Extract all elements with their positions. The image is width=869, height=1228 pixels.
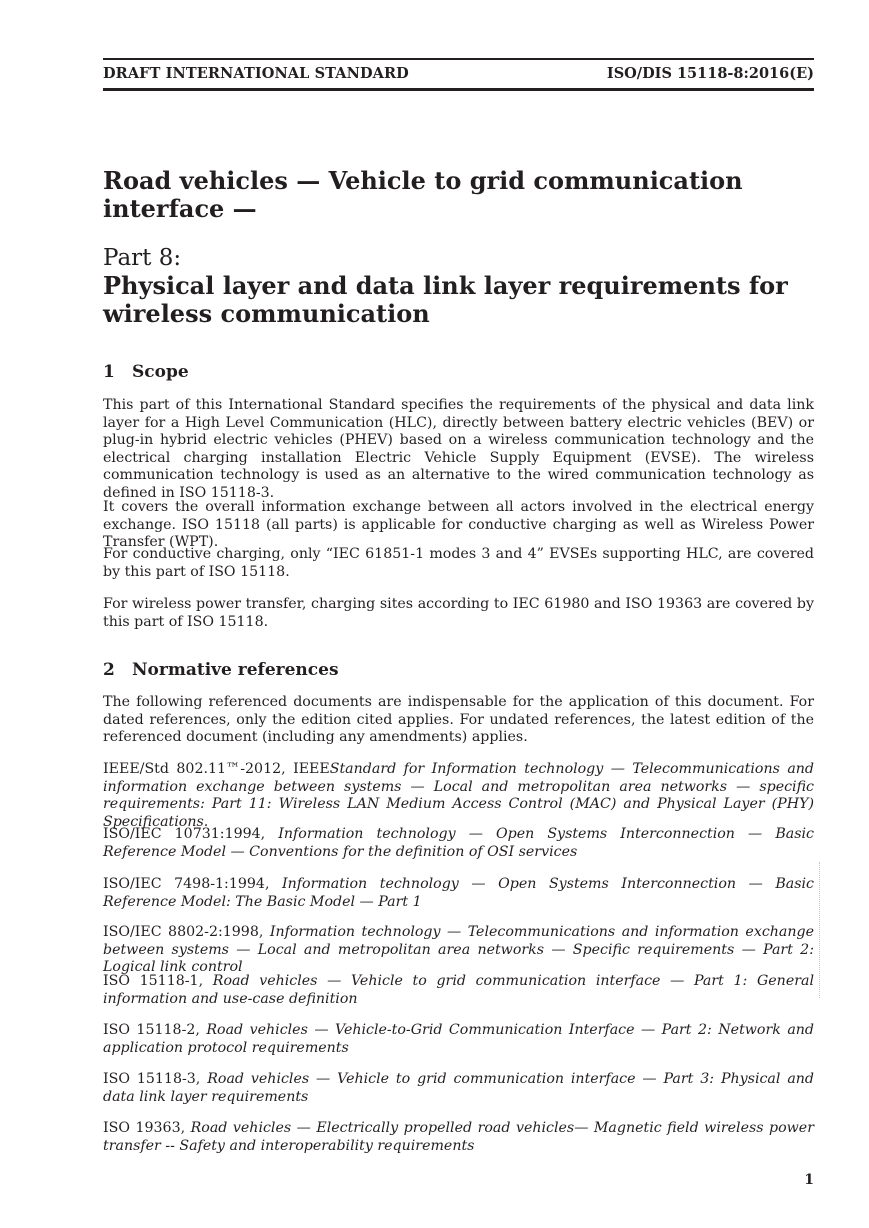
reference-id: ISO 19363, xyxy=(103,1120,191,1136)
scope-paragraph-1: This part of this International Standard specifies the requirements of the physical and data link layer for a High Level Communication (HLC), directly between battery electric vehicles (BEV) or plug-in hybrid electric vehicles (PHEV) based on a wireless communication technology and the electrical charging installation Electric Vehicle Supply Equipment (EVSE). The wireless communication technology is used as an alternative to the wired communication technology as defined in ISO 15118-3. xyxy=(103,397,814,501)
reference-title: Standard for Information technology — Telecommunications and information exchange between systems — Local and metropolitan area networks — specific requirements: Part 11: Wireless LAN Medium Access Control (MAC) and Physical Layer (PHY) Specifications. xyxy=(103,761,814,830)
main-title xyxy=(103,167,814,223)
running-header xyxy=(103,58,814,91)
reference-item xyxy=(103,924,814,977)
reference-item xyxy=(103,761,814,831)
part-title-line2: wireless communication xyxy=(103,299,430,328)
scope-paragraph-2: It covers the overall information exchange between all actors involved in the electrical energy exchange. ISO 15118 (all parts) is applicable for conductive charging as well as Wireless Power Transfer (WPT). xyxy=(103,499,814,550)
reference-item xyxy=(103,1022,814,1057)
reference-item xyxy=(103,826,814,861)
main-title-line2: interface — xyxy=(103,194,257,223)
reference-title: Information technology — Telecommunications and information exchange between systems — Local and metropolitan area networks — Specific requirements — Part 2: Logical link control xyxy=(103,924,814,975)
reference-title: Road vehicles — Electrically propelled road vehicles— Magnetic field wireless power transfer -- Safety and interoperability requirements xyxy=(103,1120,814,1154)
margin-watermark-dots xyxy=(819,862,822,998)
reference-title: Road vehicles — Vehicle to grid communication interface — Part 3: Physical and data link layer requirements xyxy=(103,1071,814,1105)
reference-item xyxy=(103,1071,814,1106)
reference-item xyxy=(103,973,814,1008)
reference-id: ISO/IEC 8802-2:1998, xyxy=(103,924,270,940)
header-doc-id: ISO/DIS 15118-8:2016(E) xyxy=(606,65,814,82)
part-number: Part 8: xyxy=(103,245,182,271)
page-number: 1 xyxy=(804,1172,814,1188)
section-heading-scope xyxy=(103,361,189,383)
section-title: Normative references xyxy=(132,660,339,680)
reference-id: ISO/IEC 10731:1994, xyxy=(103,826,279,842)
references-intro: The following referenced documents are indispensable for the application of this document. For dated references, only the edition cited applies. For undated references, the latest edition of the referenced document (including any amendments) applies. xyxy=(103,694,814,745)
reference-title: Information technology — Open Systems Interconnection — Basic Reference Model: The Basic Model — Part 1 xyxy=(103,876,814,910)
reference-id: ISO 15118-2, xyxy=(103,1022,207,1038)
reference-item xyxy=(103,1120,814,1155)
reference-title: Information technology — Open Systems Interconnection — Basic Reference Model — Conventions for the definition of OSI services xyxy=(103,826,814,860)
reference-id: ISO 15118-1, xyxy=(103,973,213,989)
reference-id: IEEE/Std 802.11™-2012, IEEE xyxy=(103,761,330,777)
reference-title: Road vehicles — Vehicle to grid communication interface — Part 1: General information and use-case definition xyxy=(103,973,814,1007)
section-heading-normative-references xyxy=(103,659,339,681)
section-title: Scope xyxy=(132,362,189,382)
main-title-line1: Road vehicles — Vehicle to grid communication xyxy=(103,166,743,195)
section-number: 1 xyxy=(103,362,115,382)
part-title xyxy=(103,272,814,328)
part-title-line1: Physical layer and data link layer requirements for xyxy=(103,271,788,300)
scope-paragraph-3: For conductive charging, only “IEC 61851-1 modes 3 and 4” EVSEs supporting HLC, are covered by this part of ISO 15118. xyxy=(103,546,814,580)
reference-item xyxy=(103,876,814,911)
header-doc-type: DRAFT INTERNATIONAL STANDARD xyxy=(103,65,409,82)
scope-paragraph-4: For wireless power transfer, charging sites according to IEC 61980 and ISO 19363 are covered by this part of ISO 15118. xyxy=(103,596,814,630)
reference-id: ISO/IEC 7498-1:1994, xyxy=(103,876,283,892)
reference-id: ISO 15118-3, xyxy=(103,1071,208,1087)
section-number: 2 xyxy=(103,660,115,680)
reference-title: Road vehicles — Vehicle-to-Grid Communication Interface — Part 2: Network and application protocol requirements xyxy=(103,1022,814,1056)
